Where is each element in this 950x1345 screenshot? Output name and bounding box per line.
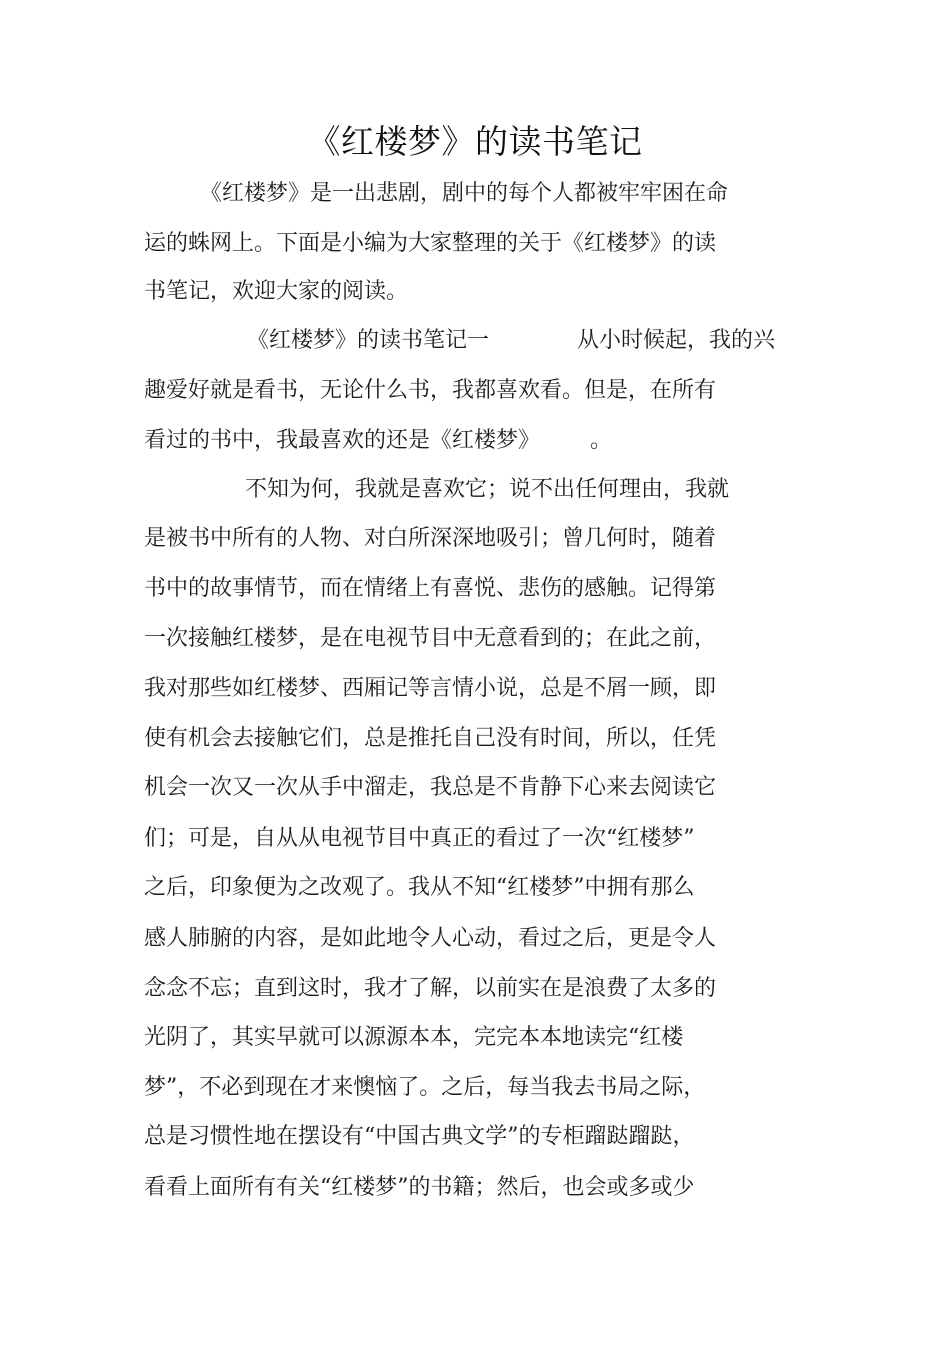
intro-line: 运的蛛网上。下面是小编为大家整理的关于《红楼梦》的读 xyxy=(144,231,717,256)
section-end-mark: 。 xyxy=(590,428,613,453)
document-title: 《红楼梦》的读书笔记 xyxy=(307,122,643,161)
para2-line: 感人肺腑的内容，是如此地令人心动，看过之后，更是令人 xyxy=(144,926,717,951)
para2-first-line: 不知为何，我就是喜欢它；说不出任何理由，我就 xyxy=(245,477,730,502)
para2-line: 总是习惯性地在摆设有“中国古典文学”的专柜蹓跶蹓跶， xyxy=(144,1124,695,1149)
para2-line: 是被书中所有的人物、对白所深深地吸引；曾几何时，随着 xyxy=(144,526,717,551)
para2-line: 们；可是，自从从电视节目中真正的看过了一次“红楼梦” xyxy=(144,826,695,851)
para2-line: 我对那些如红楼梦、西厢记等言情小说，总是不屑一顾，即 xyxy=(144,676,717,701)
para2-line: 使有机会去接触它们，总是推托自己没有时间，所以，任凭 xyxy=(144,726,717,751)
para2-line: 念念不忘；直到这时，我才了解，以前实在是浪费了太多的 xyxy=(144,976,717,1001)
section-line: 看过的书中，我最喜欢的还是《红楼梦》 xyxy=(144,428,541,453)
intro-line: 《红楼梦》是一出悲剧，剧中的每个人都被牢牢困在命 xyxy=(200,181,729,206)
section-first-line-tail: 从小时候起，我的兴 xyxy=(577,328,776,353)
para2-line: 梦”，不必到现在才来懊恼了。之后，每当我去书局之际， xyxy=(144,1075,706,1100)
para2-line: 书中的故事情节，而在情绪上有喜悦、悲伤的感触。记得第 xyxy=(144,576,717,601)
para2-line: 之后，印象便为之改观了。我从不知“红楼梦”中拥有那么 xyxy=(144,875,695,900)
section-line: 趣爱好就是看书，无论什么书，我都喜欢看。但是，在所有 xyxy=(144,378,717,403)
para2-line: 机会一次又一次从手中溜走，我总是不肯静下心来去阅读它 xyxy=(144,775,717,800)
intro-line: 书笔记，欢迎大家的阅读。 xyxy=(144,279,409,304)
section-heading: 《红楼梦》的读书笔记一 xyxy=(247,328,490,353)
para2-line: 一次接触红楼梦，是在电视节目中无意看到的；在此之前， xyxy=(144,626,717,651)
para2-line: 看看上面所有有关“红楼梦”的书籍；然后，也会或多或少 xyxy=(144,1175,695,1200)
para2-line: 光阴了，其实早就可以源源本本，完完本本地读完“红楼 xyxy=(144,1025,684,1050)
